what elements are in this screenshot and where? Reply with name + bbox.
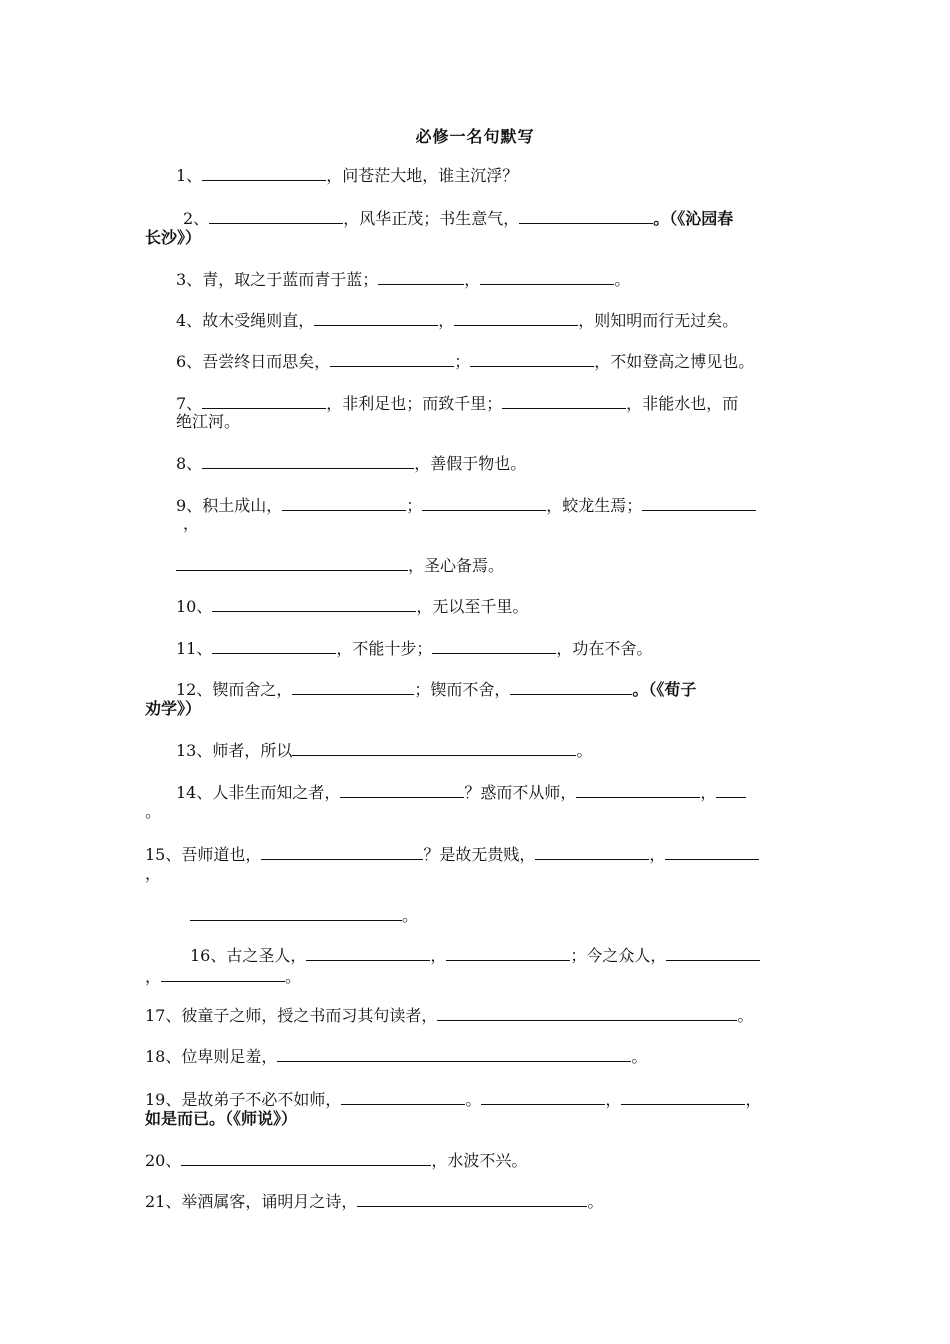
answer-blank[interactable]: [341, 1090, 465, 1105]
answer-blank[interactable]: [665, 845, 759, 860]
item-2-cont: 长沙》）: [145, 228, 202, 247]
item-text: 古之圣人，: [226, 946, 307, 965]
item-text: 举酒属客，诵明月之诗，: [181, 1192, 358, 1211]
item-text: ，不能十步；: [336, 639, 433, 658]
item-number: 1、: [176, 166, 203, 185]
item-text: ，: [649, 845, 666, 864]
item-17: [145, 1006, 753, 1026]
answer-blank[interactable]: [161, 967, 285, 982]
item-15-cont: [190, 906, 418, 926]
answer-blank[interactable]: [470, 352, 594, 367]
answer-blank[interactable]: [282, 496, 406, 511]
item-text: ，问苍茫大地，谁主沉浮？: [326, 166, 519, 185]
item-10: [176, 597, 528, 617]
answer-blank[interactable]: [306, 946, 430, 961]
answer-blank[interactable]: [716, 783, 746, 798]
item-text: 。: [737, 1006, 754, 1025]
answer-blank[interactable]: [357, 1192, 587, 1207]
answer-blank[interactable]: [212, 597, 416, 612]
source-citation: 。（《荀子: [632, 680, 697, 699]
item-text: ，非能水也，而: [626, 394, 739, 413]
answer-blank[interactable]: [202, 454, 414, 469]
item-text: ，风华正茂；书生意气，: [343, 209, 520, 228]
item-text: 。: [576, 741, 593, 760]
item-3: [176, 270, 630, 290]
item-number: 11、: [176, 639, 213, 658]
item-text: 吾尝终日而思矣，: [202, 352, 331, 371]
item-number: 9、: [176, 496, 203, 515]
item-number: 6、: [176, 352, 203, 371]
item-text: 。: [631, 1047, 648, 1066]
answer-blank[interactable]: [519, 209, 653, 224]
item-text: ；锲而不舍，: [414, 680, 511, 699]
answer-blank[interactable]: [621, 1090, 745, 1105]
answer-blank[interactable]: [190, 906, 402, 921]
answer-blank[interactable]: [446, 946, 570, 961]
item-7-cont: 绝江河。: [176, 412, 241, 431]
answer-blank[interactable]: [292, 741, 576, 756]
item-text: 。: [587, 1192, 604, 1211]
item-text: 吾师道也，: [181, 845, 262, 864]
answer-blank[interactable]: [642, 496, 756, 511]
item-12: [176, 680, 696, 700]
item-text: ，: [745, 1090, 762, 1109]
item-text: ，善假于物也。: [414, 454, 527, 473]
page-title: 必修一名句默写: [415, 127, 535, 146]
item-text: ，蛟龙生焉；: [546, 496, 643, 515]
item-16: [190, 946, 760, 966]
item-9: [176, 496, 756, 516]
answer-blank[interactable]: [576, 783, 700, 798]
item-text: ；今之众人，: [570, 946, 667, 965]
item-12-cont: 劝学》）: [145, 699, 202, 718]
item-text: ，: [605, 1090, 622, 1109]
item-14-cont: 。: [145, 802, 162, 821]
item-number: 16、: [190, 946, 227, 965]
item-7: [176, 394, 738, 414]
item-text: ，: [430, 946, 447, 965]
item-text: ，: [464, 270, 481, 289]
answer-blank[interactable]: [535, 845, 649, 860]
answer-blank[interactable]: [422, 496, 546, 511]
item-number: 10、: [176, 597, 213, 616]
item-text: ，不如登高之博见也。: [594, 352, 755, 371]
item-text: ，: [700, 783, 717, 802]
item-text: ，无以至千里。: [416, 597, 529, 616]
item-number: 12、: [176, 680, 213, 699]
item-text: ，非利足也；而致千里；: [326, 394, 503, 413]
answer-blank[interactable]: [340, 783, 464, 798]
item-text: ，则知明而行无过矣。: [578, 311, 739, 330]
answer-blank[interactable]: [261, 845, 423, 860]
item-19-cont: 如是而已。（《师说》）: [145, 1109, 298, 1128]
item-text: ；: [454, 352, 471, 371]
item-number: 13、: [176, 741, 213, 760]
item-15-comma: ，: [145, 864, 162, 883]
answer-blank[interactable]: [292, 680, 414, 695]
item-text: ，功在不舍。: [556, 639, 653, 658]
item-text: 。: [614, 270, 631, 289]
item-text: ？是故无贵贱，: [423, 845, 536, 864]
item-text: ，: [145, 967, 162, 986]
item-number: 20、: [145, 1151, 182, 1170]
item-text: 锲而舍之，: [212, 680, 293, 699]
item-text: ，水波不兴。: [431, 1151, 528, 1170]
item-2: [183, 209, 733, 229]
item-text: 。: [402, 906, 419, 925]
item-9-comma: ，: [183, 514, 200, 533]
item-14: [176, 783, 746, 803]
source-citation: 。（《沁园春: [653, 209, 734, 228]
item-8: [176, 454, 526, 474]
answer-blank[interactable]: [330, 352, 454, 367]
answer-blank[interactable]: [502, 394, 626, 409]
item-text: ？惑而不从师，: [464, 783, 577, 802]
item-text: 青，取之于蓝而青于蓝；: [202, 270, 379, 289]
item-number: 4、: [176, 311, 203, 330]
item-21: [145, 1192, 603, 1212]
item-text: 故木受绳则直，: [202, 311, 315, 330]
item-16-cont: [145, 967, 301, 987]
item-number: 14、: [176, 783, 213, 802]
answer-blank[interactable]: [202, 394, 326, 409]
answer-blank[interactable]: [314, 311, 438, 326]
item-number: 19、: [145, 1090, 182, 1109]
answer-blank[interactable]: [666, 946, 760, 961]
item-number: 21、: [145, 1192, 182, 1211]
item-number: 8、: [176, 454, 203, 473]
item-9-cont: [176, 556, 504, 576]
item-number: 2、: [183, 209, 210, 228]
item-text: 师者，所以: [212, 741, 293, 760]
answer-blank[interactable]: [209, 209, 343, 224]
item-text: ，圣心备焉。: [408, 556, 505, 575]
item-text: 。: [465, 1090, 482, 1109]
item-1: [176, 166, 518, 186]
answer-blank[interactable]: [454, 311, 578, 326]
item-text: ，: [438, 311, 455, 330]
item-11: [176, 639, 652, 659]
answer-blank[interactable]: [277, 1047, 631, 1062]
item-20: [145, 1151, 527, 1171]
item-13: [176, 741, 592, 761]
answer-blank[interactable]: [437, 1006, 737, 1021]
item-text: 是故弟子不必不如师，: [181, 1090, 342, 1109]
item-number: 3、: [176, 270, 203, 289]
item-19: [145, 1090, 761, 1110]
answer-blank[interactable]: [510, 680, 632, 695]
item-4: [176, 311, 738, 331]
answer-blank[interactable]: [181, 1151, 431, 1166]
answer-blank[interactable]: [202, 166, 326, 181]
item-text: 积土成山，: [202, 496, 283, 515]
answer-blank[interactable]: [432, 639, 556, 654]
answer-blank[interactable]: [212, 639, 336, 654]
item-text: 。: [285, 967, 302, 986]
item-number: 7、: [176, 394, 203, 413]
item-18: [145, 1047, 647, 1067]
item-text: 人非生而知之者，: [212, 783, 341, 802]
answer-blank[interactable]: [481, 1090, 605, 1105]
answer-blank[interactable]: [480, 270, 614, 285]
item-number: 18、: [145, 1047, 182, 1066]
item-text: 位卑则足羞，: [181, 1047, 278, 1066]
item-text: ；: [406, 496, 423, 515]
item-number: 15、: [145, 845, 182, 864]
item-15: [145, 845, 759, 865]
answer-blank[interactable]: [176, 556, 408, 571]
answer-blank[interactable]: [378, 270, 464, 285]
item-text: 彼童子之师，授之书而习其句读者，: [181, 1006, 438, 1025]
item-6: [176, 352, 754, 372]
item-number: 17、: [145, 1006, 182, 1025]
